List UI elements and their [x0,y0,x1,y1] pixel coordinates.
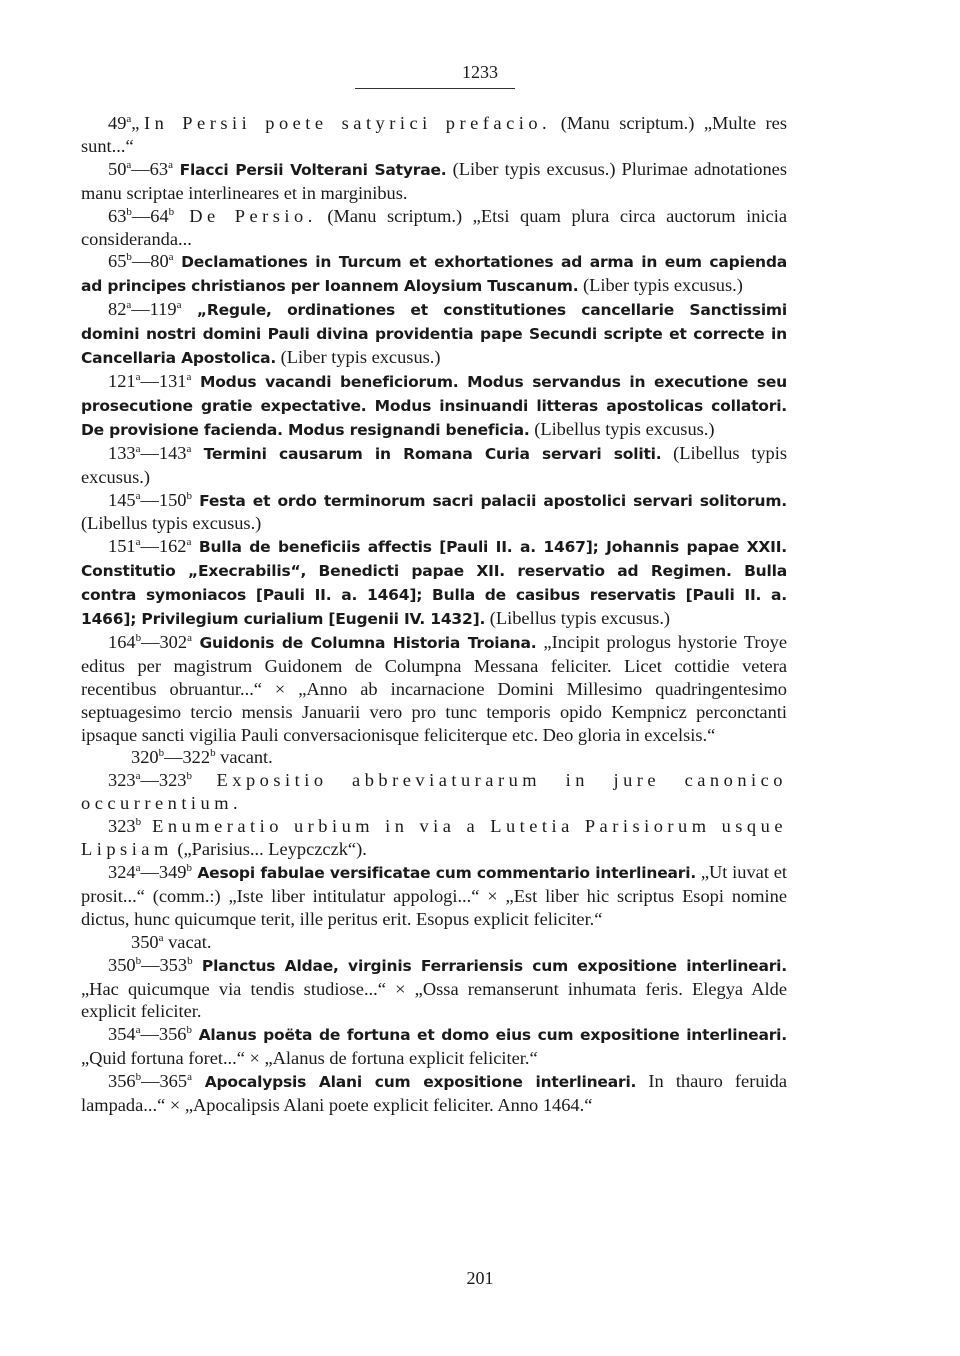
catalog-entry [81,931,787,954]
folio-reference: 350$^b$—353$^b$ [108,954,193,975]
entry-description: In thauro feruida lampada...“ × „Apocalipsis Alani poete explicit feliciter. Anno 1464.“ [81,1071,788,1116]
catalog-entry [81,954,787,1024]
entry-description: (Libellus typis excusus.) [529,418,715,439]
entry-description: „Ut iuvat et prosit...“ (comm.:) „Iste liber intitulatur appologi...“ × „Est liber hic scriptus Esopi nomine dictus, hunc quicumque terit, ille peritus erit. Esopus explicit feliciter.“ [81,862,787,929]
entry-description: „Incipit prologus hystorie Troye editus per magistrum Guidonem de Columpna Messana feliciter. Licet cottidie vetera recentibus obruantur...“ × „Anno ab incarnacione Domini Millesimo quadringentesimo septuagesimo tercio mensis Januarii vero pro tunc temporis opido Kempnicz perconctanti ipsaque sancti vigilia Pauli conversacionisque feliciterque etc. Deo gloria in excelsis.“ [81,631,788,745]
catalog-entry [81,205,787,251]
catalog-entry [81,158,787,205]
folio-reference: 133$^a$—143$^a$ [108,442,192,463]
folio-reference: 50$^a$—63$^a$ [108,158,173,179]
entry-title: Declamationes in Turcum et exhortationes ad arma in eum capienda ad principes christianos per Ioannem Aloysium Tuscanum. [81,253,787,296]
folio-reference: 164$^b$—302$^a$ [108,631,192,652]
entry-spaced-title: De Persio. [174,205,317,226]
entry-description: (Manu scriptum.) „Etsi quam plura circa auctorum inicia consideranda... [81,205,787,249]
entry-description: „Hac quicumque via tendis studiose...“ × „Ossa remanserunt inhumata feris. Elegya Alde explicit feliciter. [81,978,787,1022]
entry-title: Guidonis de Columna Historia Troiana. [191,633,537,652]
folio-reference: 151$^a$—162$^a$ [108,536,192,557]
folio-reference: 63$^b$—64$^b$ [108,205,175,226]
entry-title: Apocalypsis Alani cum expositione interlineari. [191,1073,637,1092]
entry-description: (Libellus typis excusus.) [81,442,788,487]
catalog-entry [81,1023,787,1070]
folio-reference: 145$^a$—150$^b$ [108,489,192,510]
folio-reference: 82$^a$—119$^a$ [108,299,182,320]
page-header-number: 1233 [462,62,498,82]
catalog-entry [81,746,787,769]
entry-spaced-title: Expositio abbreviaturarum in jure canonico occurrentium. [81,770,787,814]
catalog-entry [81,489,787,536]
catalog-entry [81,1070,787,1117]
entry-title: Termini causarum in Romana Curia servari soliti. [191,444,662,463]
catalog-entry [81,861,787,931]
entry-title: „Regule, ordinationes et constitutiones cancellarie Sanctissimi domini nostri domini Pauli divina providentia pape Secundi scripte et correcte in Cancellaria Apostolica. [81,301,787,368]
catalog-entry [81,535,787,631]
page-footer-number: 201 [466,1268,494,1288]
folio-reference: 121$^a$—131$^a$ [108,370,192,391]
entry-description: vacat. [163,931,212,952]
entry-spaced-title: Enumeratio urbium in via a Lutetia Parisiorum usque Lipsiam [81,816,787,860]
entry-title: Alanus poëta de fortuna et domo eius cum expositione interlineari. [191,1026,787,1045]
catalog-entry [81,769,787,815]
entry-description: (Manu scriptum.) „Multe res sunt...“ [81,113,787,156]
entry-title: Bulla de beneficiis affectis [Pauli II. a. 1467]; Johannis papae XXII. Constitutio „Execrabilis“, Benedicti papae XII. reservatio ad Regimen. Bulla contra symoniacos [Pauli II. a. 1464]; Bulla de casibus reservatis [Pauli II. a. 1466]; Privilegium curialium [Eugenii IV. 1432]. [81,538,787,629]
folio-reference: 324$^a$—349$^b$ [108,861,192,882]
folio-reference: 350$^a$ [131,931,164,952]
entry-title: Festa et ordo terminorum sacri palacii apostolici servari solitorum. [191,491,787,510]
entry-title: Flacci Persii Volterani Satyrae. [172,160,447,179]
header-rule [355,88,515,89]
entry-title: Modus vacandi beneficiorum. Modus servandus in executione seu prosecutione gratie expectative. Modus insinuandi litteras apostolicas collatori. De provisione facienda. Modus resignandi beneficia. [81,372,787,439]
catalog-entry [81,112,787,158]
folio-reference: 320$^b$—322$^b$ [131,747,216,768]
folio-reference: 49$^a$ [108,112,132,133]
catalog-entry [81,298,787,370]
entry-description: (Liber typis excusus.) [578,275,743,296]
entry-description: vacant. [215,747,273,768]
folio-reference: 65$^b$—80$^a$ [108,251,174,272]
entry-title: Planctus Aldae, virginis Ferrariensis cum expositione interlineari. [192,956,787,975]
catalog-entry [81,442,787,489]
folio-reference: 356$^b$—365$^a$ [108,1071,192,1092]
folio-reference: 323$^b$ [108,816,142,837]
entry-description: (Libellus typis excusus.) [81,513,262,534]
catalog-entry [81,815,787,861]
catalog-entry [81,250,787,298]
catalog-entry [81,370,787,442]
catalog-entry [81,631,787,747]
entry-description: (Libellus typis excusus.) [485,608,671,629]
entry-title: Aesopi fabulae versificatae cum commentario interlineari. [191,864,697,882]
folio-reference: 323$^a$—323$^b$ [108,770,192,791]
catalog-entries [81,112,787,1117]
folio-reference: 354$^a$—356$^b$ [108,1024,192,1045]
entry-description: (Liber typis excusus.) [276,347,441,368]
entry-description: „Quid fortuna foret...“ × „Alanus de fortuna explicit feliciter.“ [81,1048,538,1069]
entry-description: („Parisius... Leypczczk“). [172,839,367,860]
entry-description: (Liber typis excusus.) Plurimae adnotationes manu scriptae interlineares et in marginibus. [81,158,788,203]
entry-spaced-title: „In Persii poete satyrici prefacio. [131,113,552,133]
